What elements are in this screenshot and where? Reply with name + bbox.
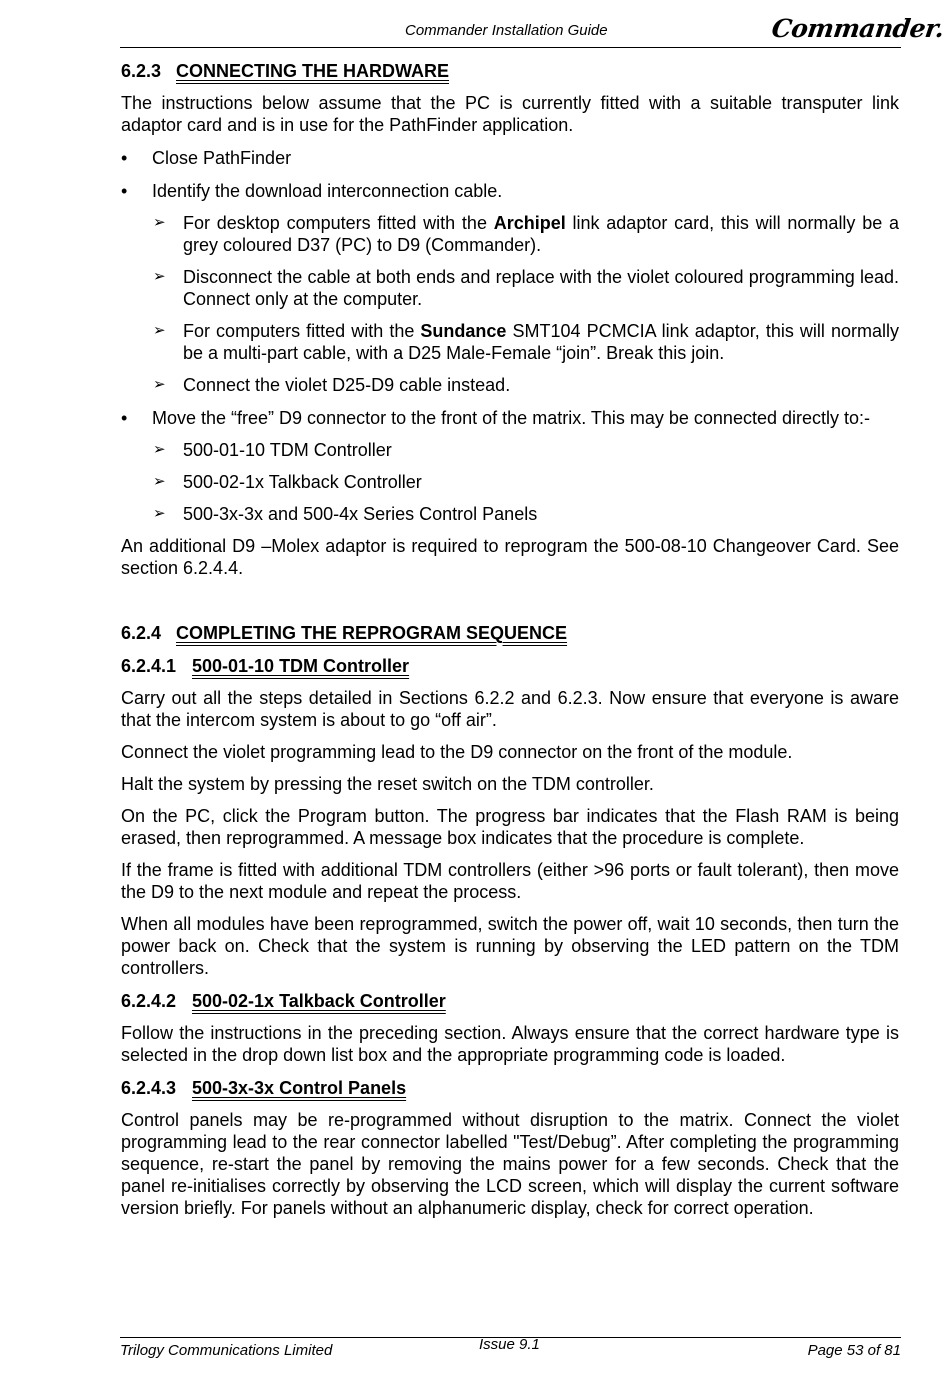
- page-body: [121, 60, 899, 1219]
- section-heading-6-2-3: [121, 60, 899, 82]
- section-number: 6.2.4: [121, 623, 162, 643]
- section-number: 6.2.4.3: [121, 1078, 177, 1098]
- paragraph: Control panels may be re-programmed without disruption to the matrix. Connect the violet programming lead to the rear connector labelled "Test/Debug”. After completing the programming sequence, re-start the panel by removing the mains power for a few seconds. Check that the panel re-initialises correctly by observing the LCD screen, which will display the current software version briefly. For panels without an alphanumeric display, check for correct operation.: [121, 1110, 899, 1218]
- arrow-item: [121, 503, 899, 525]
- section-title: 500-3x-3x Control Panels: [192, 1078, 407, 1098]
- arrow-text: Connect the violet D25-D9 cable instead.: [183, 375, 511, 395]
- arrow-text: For computers fitted with the: [183, 321, 421, 341]
- arrow-text: Disconnect the cable at both ends and replace with the violet coloured programming lead. Connect only at the computer.: [183, 267, 899, 309]
- footer-page-number: Page 53 of 81: [807, 1342, 901, 1359]
- paragraph: Follow the instructions in the preceding section. Always ensure that the correct hardware type is selected in the drop down list box and the appropriate programming code is loaded.: [121, 1023, 899, 1065]
- subsection-heading-6-2-4-1: [121, 655, 899, 677]
- arrow-item: [121, 266, 899, 310]
- paragraph: On the PC, click the Program button. The progress bar indicates that the Flash RAM is being erased, then reprogrammed. A message box indicates that the procedure is complete.: [121, 806, 899, 848]
- arrow-item: [121, 212, 899, 256]
- bullet-text: Identify the download interconnection cable.: [152, 181, 503, 201]
- arrow-marker: ➢: [153, 441, 166, 458]
- footer-company: Trilogy Communications Limited: [120, 1342, 333, 1359]
- section-number: 6.2.3: [121, 61, 162, 81]
- page-footer: [120, 1336, 901, 1359]
- arrow-marker: ➢: [153, 322, 166, 339]
- bullet-item: [121, 147, 899, 169]
- bullet-item: [121, 407, 899, 429]
- bullet-marker: •: [121, 408, 128, 428]
- bullet-text: Close PathFinder: [152, 148, 292, 168]
- arrow-marker: ➢: [153, 473, 166, 490]
- brand-name: Sundance: [420, 321, 507, 341]
- paragraph: The instructions below assume that the PC is currently fitted with a suitable transputer link adaptor card and is in use for the PathFinder application.: [121, 93, 899, 135]
- paragraph: Halt the system by pressing the reset switch on the TDM controller.: [121, 774, 654, 794]
- section-heading-6-2-4: [121, 622, 899, 644]
- arrow-item: [121, 320, 899, 364]
- arrow-marker: ➢: [153, 505, 166, 522]
- paragraph: An additional D9 –Molex adaptor is required to reprogram the 500-08-10 Changeover Card. See section 6.2.4.4.: [121, 536, 899, 578]
- section-title: 500-01-10 TDM Controller: [192, 656, 410, 676]
- arrow-text: 500-01-10 TDM Controller: [183, 440, 392, 460]
- paragraph: When all modules have been reprogrammed, switch the power off, wait 10 seconds, then turn the power back on. Check that the system is running by observing the LED pattern on the TDM controllers.: [121, 914, 899, 978]
- section-number: 6.2.4.1: [121, 656, 177, 676]
- arrow-text: link adaptor card, this will normally be a grey coloured D37 (PC) to D9 (Commander).: [183, 213, 899, 255]
- arrow-item: [121, 471, 899, 493]
- section-title: 500-02-1x Talkback Controller: [192, 991, 446, 1011]
- arrow-item: [121, 374, 899, 396]
- arrow-text: 500-3x-3x and 500-4x Series Control Panels: [183, 504, 538, 524]
- paragraph: Carry out all the steps detailed in Sections 6.2.2 and 6.2.3. Now ensure that everyone is aware that the intercom system is about to go “off air”.: [121, 688, 899, 730]
- bullet-text: Move the “free” D9 connector to the front of the matrix. This may be connected directly to:-: [152, 408, 870, 428]
- section-title: CONNECTING THE HARDWARE: [176, 61, 449, 81]
- page-header: [120, 0, 946, 48]
- section-number: 6.2.4.2: [121, 991, 177, 1011]
- paragraph: Connect the violet programming lead to the D9 connector on the front of the module.: [121, 742, 793, 762]
- arrow-text: For desktop computers fitted with the: [183, 213, 494, 233]
- header-title: Commander Installation Guide: [405, 22, 608, 39]
- subsection-heading-6-2-4-2: [121, 990, 899, 1012]
- arrow-marker: ➢: [153, 268, 166, 285]
- footer-issue: Issue 9.1: [479, 1336, 540, 1353]
- bullet-marker: •: [121, 148, 128, 168]
- paragraph: If the frame is fitted with additional TDM controllers (either >96 ports or fault tolerant), then move the D9 to the next module and repeat the process.: [121, 860, 899, 902]
- section-title: COMPLETING THE REPROGRAM SEQUENCE: [176, 623, 568, 643]
- commander-logo: Commander.: [769, 14, 946, 43]
- arrow-item: [121, 439, 899, 461]
- arrow-text: SMT104 PCMCIA link adaptor, this will normally be a multi-part cable, with a D25 Male-Female “join”. Break this join.: [183, 321, 900, 363]
- bullet-item: [121, 180, 899, 202]
- subsection-heading-6-2-4-3: [121, 1077, 899, 1099]
- arrow-text: 500-02-1x Talkback Controller: [183, 472, 422, 492]
- arrow-marker: ➢: [153, 376, 166, 393]
- bullet-marker: •: [121, 181, 128, 201]
- brand-name: Archipel: [493, 213, 566, 233]
- arrow-marker: ➢: [153, 214, 166, 231]
